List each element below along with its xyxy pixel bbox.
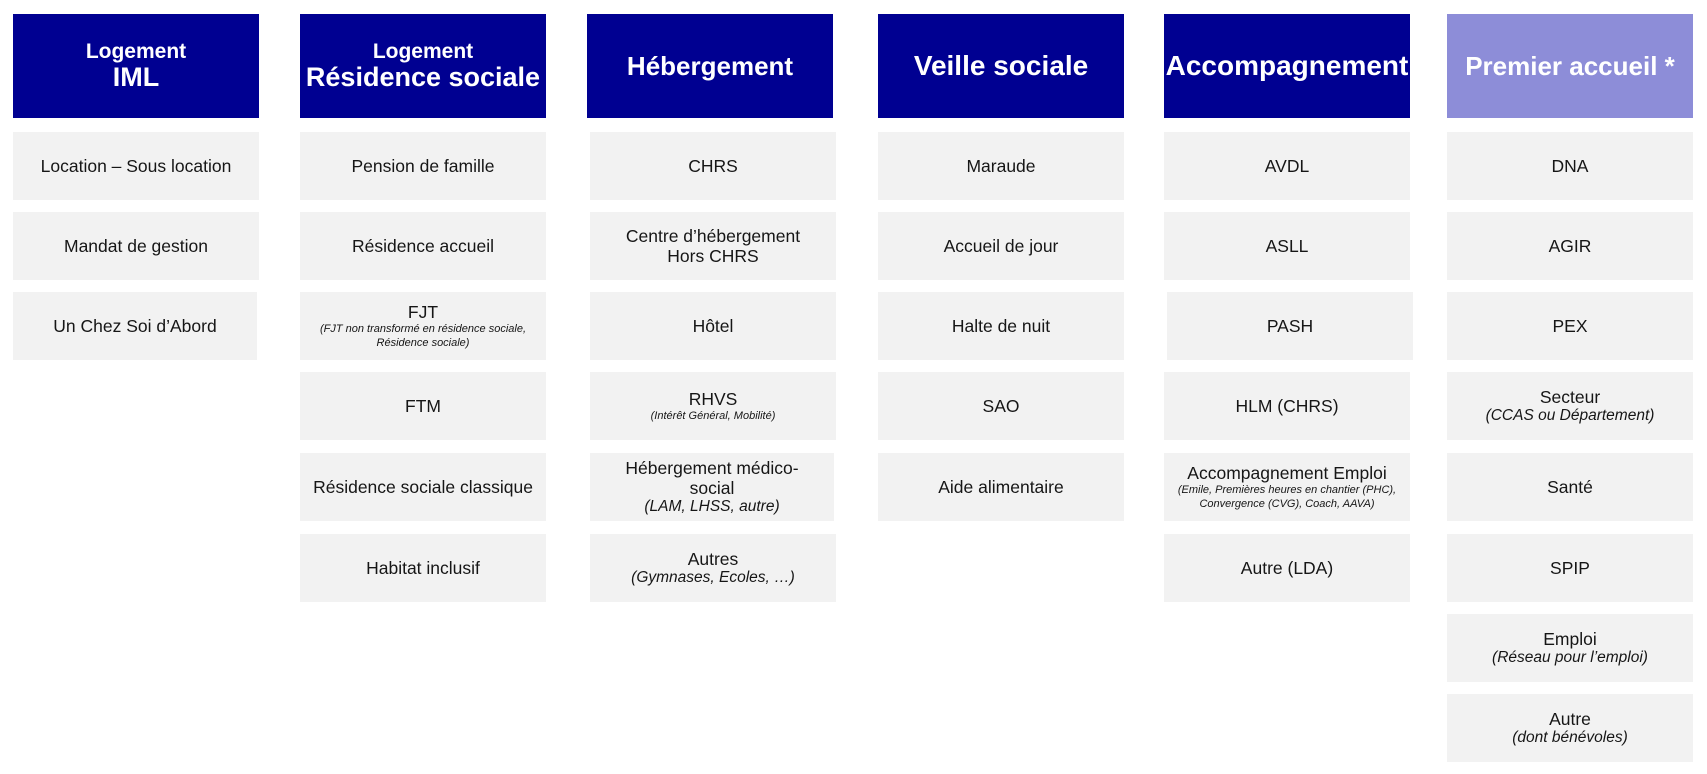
header-title: Accompagnement [1165,49,1409,81]
category-box [878,453,1124,521]
box-label: AGIR [1548,235,1592,256]
header-line-1: Logement [85,39,187,63]
box-label: Hôtel [692,315,734,336]
column-header [13,14,259,118]
box-label: Aide alimentaire [938,476,1064,497]
category-box [1447,453,1693,521]
box-label: SPIP [1550,557,1590,578]
category-box [878,372,1124,440]
header-title: Veille sociale [913,49,1089,81]
column-header [587,14,833,118]
category-box [590,534,836,602]
category-box [1164,453,1410,521]
box-label: ASLL [1265,235,1309,256]
category-box [13,292,257,360]
category-box [1447,212,1693,280]
category-box [878,292,1124,360]
box-label: SAO [982,395,1020,416]
category-box [1164,534,1410,602]
box-label: Centre d’hébergement Hors CHRS [625,225,801,266]
category-box [300,372,546,440]
category-box [300,212,546,280]
category-box [1447,694,1693,762]
category-box [590,453,834,521]
box-label: Autre [1549,708,1591,729]
category-box [300,453,546,521]
box-label: Hébergement médico-social [625,457,799,498]
header-title: Premier accueil * [1465,50,1675,81]
category-box [1164,372,1410,440]
box-subtitle: (CCAS ou Département) [1485,406,1655,424]
box-label: CHRS [688,155,738,176]
category-box [300,292,546,360]
category-box [13,212,259,280]
column-logement-iml [13,14,259,336]
box-label: Habitat inclusif [366,557,480,578]
box-label: FTM [405,395,441,416]
column-header [300,14,546,118]
box-subtitle: (dont bénévoles) [1512,728,1628,746]
header-line-2: IML [112,61,160,92]
box-label: Halte de nuit [951,315,1051,336]
box-note: (Intérêt Général, Mobilité) [650,409,776,422]
category-box [1447,292,1693,360]
box-label: Accompagnement Emploi [1187,462,1387,483]
category-box [590,372,836,440]
box-note: (FJT non transformé en résidence sociale, Résidence sociale) [319,322,527,350]
box-label: Pension de famille [351,155,495,176]
box-label: Mandat de gestion [64,235,208,256]
box-subtitle: (Gymnases, Ecoles, …) [631,568,795,586]
box-label: HLM (CHRS) [1235,395,1339,416]
box-subtitle: (LAM, LHSS, autre) [644,497,780,515]
category-box [300,132,546,200]
header-line-2: Résidence sociale [305,61,541,92]
header-line-1: Logement [372,39,474,63]
box-label: Résidence sociale classique [313,476,533,497]
box-label: Emploi [1543,628,1597,649]
category-box [1447,534,1693,602]
category-box [590,212,836,280]
column-accompagnement [1164,14,1410,578]
box-label: Autres [687,548,739,569]
box-label: Un Chez Soi d’Abord [53,315,217,336]
category-box [878,132,1124,200]
box-label: AVDL [1264,155,1310,176]
category-box [1447,372,1693,440]
category-box [1447,132,1693,200]
box-label: PEX [1552,315,1588,336]
box-label: RHVS [688,388,738,409]
category-box [590,132,836,200]
column-hebergement [587,14,833,586]
box-label: PASH [1266,315,1314,336]
category-box [878,212,1124,280]
box-label: FJT [407,301,439,322]
header-title: Hébergement [626,50,794,81]
box-label: Secteur [1539,386,1601,407]
box-label: Maraude [966,155,1036,176]
box-note: (Emile, Premières heures en chantier (PHC), Convergence (CVG), Coach, AAVA) [1177,483,1397,511]
column-header [1164,14,1410,118]
box-label: Accueil de jour [943,235,1059,256]
box-label: Santé [1547,476,1593,497]
column-logement-residence-sociale [300,14,546,578]
box-label: Autre (LDA) [1240,557,1334,578]
category-box [300,534,546,602]
column-header [878,14,1124,118]
category-box [1167,292,1413,360]
column-premier-accueil [1447,14,1693,746]
category-box [590,292,836,360]
column-veille-sociale [878,14,1124,497]
column-header [1447,14,1693,118]
category-box [1164,212,1410,280]
box-subtitle: (Réseau pour l’emploi) [1492,648,1648,666]
box-label: Location – Sous location [40,155,232,176]
category-box [1164,132,1410,200]
box-label: DNA [1551,155,1589,176]
category-box [1447,614,1693,682]
box-label: Résidence accueil [351,235,495,256]
category-box [13,132,259,200]
